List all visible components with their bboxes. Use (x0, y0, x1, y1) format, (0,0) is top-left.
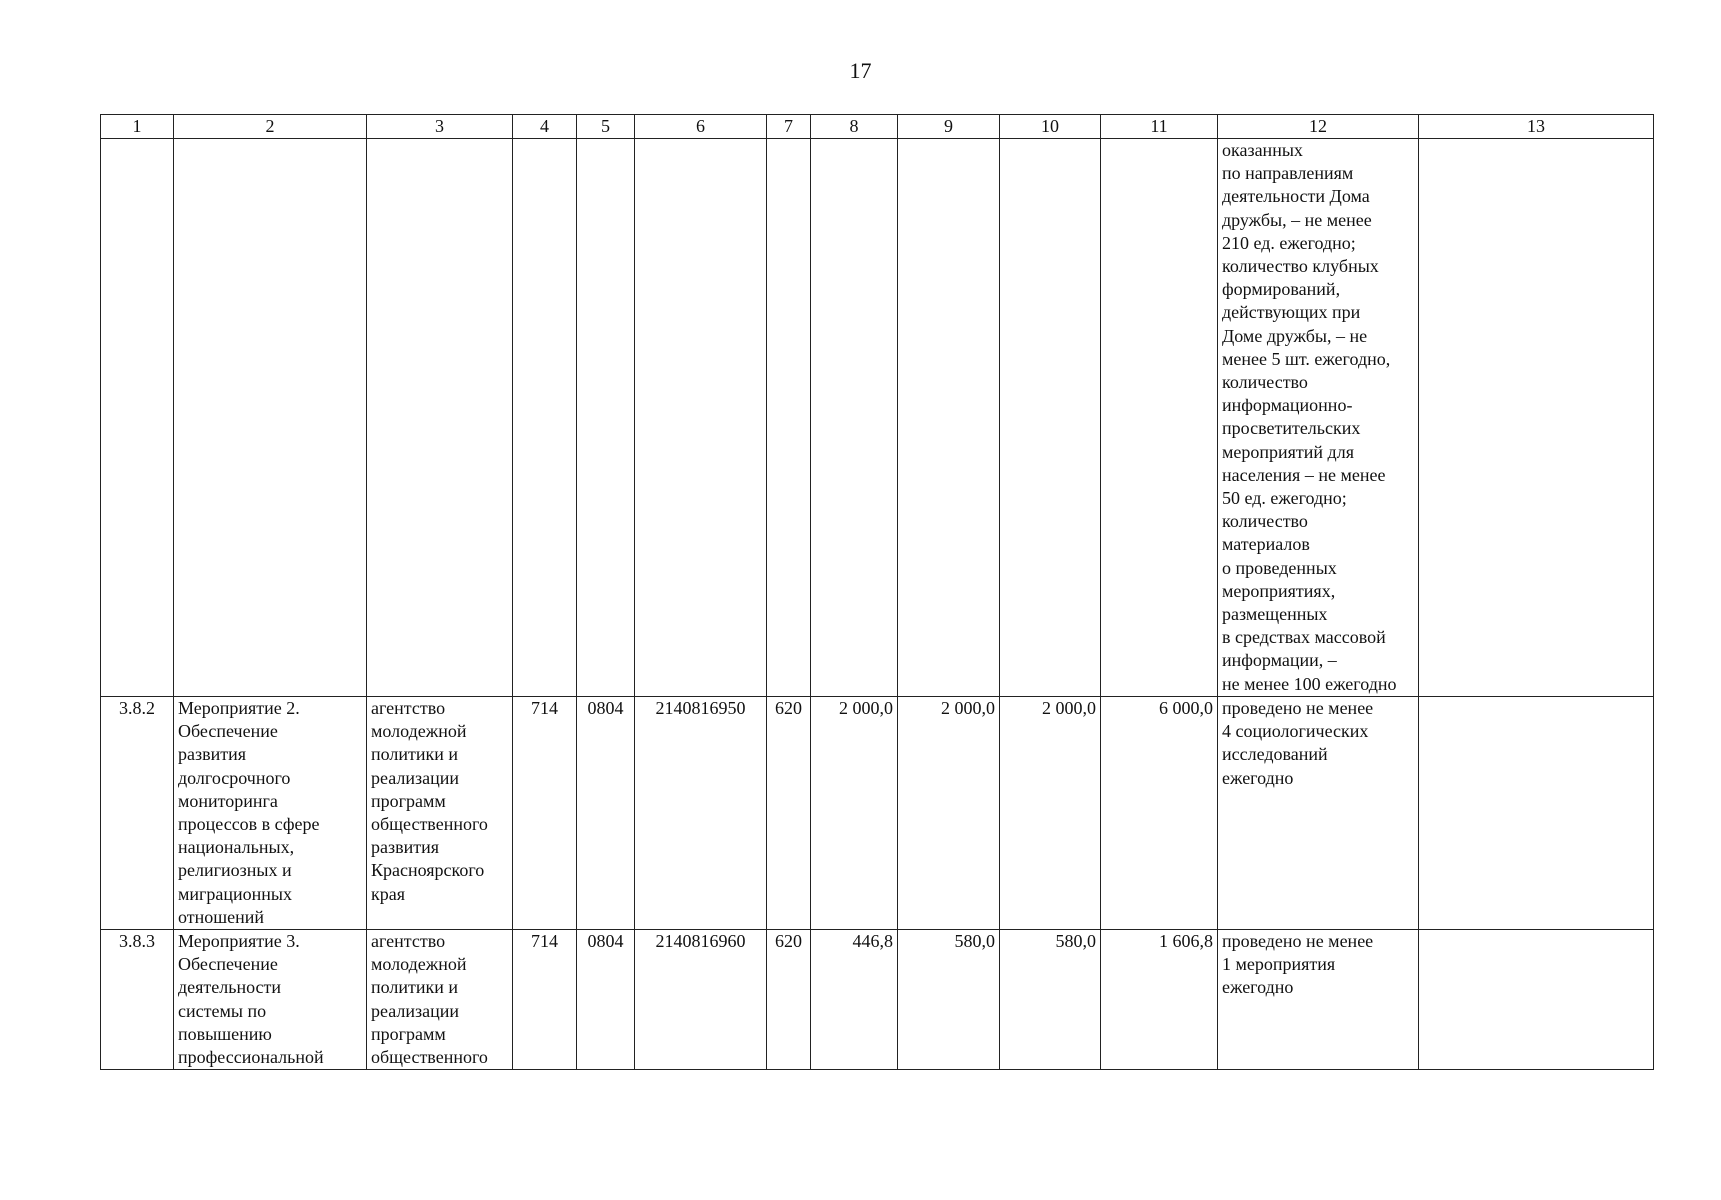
gr-code-cell (513, 139, 577, 697)
gr-code-cell: 714 (513, 930, 577, 1070)
amount-cell: 2 000,0 (898, 697, 1000, 930)
total-cell (1101, 139, 1218, 697)
program-table (100, 114, 1654, 1070)
column-number: 2 (174, 115, 367, 139)
target-code-cell: 2140816960 (635, 930, 767, 1070)
amount-cell: 2 000,0 (1000, 697, 1101, 930)
section-code-cell: 0804 (577, 697, 635, 930)
column-number: 6 (635, 115, 767, 139)
event-name-cell: Мероприятие 3. Обеспечение деятельности системы по повышению профессиональной (174, 930, 367, 1070)
event-name-cell: Мероприятие 2. Обеспечение развития долгосрочного мониторинга процессов в сфере национальных, религиозных и миграционных отношений (174, 697, 367, 930)
executor-cell: агентство молодежной политики и реализации программ общественного (367, 930, 513, 1070)
executor-cell (367, 139, 513, 697)
expense-type-cell: 620 (767, 930, 811, 1070)
amount-cell: 446,8 (811, 930, 898, 1070)
row-code-cell: 3.8.3 (101, 930, 174, 1070)
event-name-cell (174, 139, 367, 697)
page-number: 17 (849, 58, 872, 83)
total-cell: 1 606,8 (1101, 930, 1218, 1070)
column-number: 3 (367, 115, 513, 139)
target-code-cell (635, 139, 767, 697)
amount-cell (1000, 139, 1101, 697)
column-number: 8 (811, 115, 898, 139)
amount-cell: 580,0 (898, 930, 1000, 1070)
expense-type-cell: 620 (767, 697, 811, 930)
note-cell (1419, 139, 1654, 697)
result-cell: оказанных по направлениям деятельности Дома дружбы, – не менее 210 ед. ежегодно; количество клубных формирований, действующих при Доме дружбы, – не менее 5 шт. ежегодно, количество информационно- просветительских мероприятий для населения – не менее 50 ед. ежегодно; количество материалов о проведенных мероприятиях, размещенных в средствах массовой информации, – не менее 100 ежегодно (1218, 139, 1419, 697)
column-number: 7 (767, 115, 811, 139)
result-cell: проведено не менее 4 социологических исследований ежегодно (1218, 697, 1419, 930)
section-code-cell (577, 139, 635, 697)
column-number-row (101, 115, 1654, 139)
amount-cell: 580,0 (1000, 930, 1101, 1070)
note-cell (1419, 697, 1654, 930)
table-row (101, 139, 1654, 697)
column-number: 12 (1218, 115, 1419, 139)
column-number: 11 (1101, 115, 1218, 139)
result-cell: проведено не менее 1 мероприятия ежегодно (1218, 930, 1419, 1070)
column-number: 13 (1419, 115, 1654, 139)
note-cell (1419, 930, 1654, 1070)
column-number: 10 (1000, 115, 1101, 139)
column-number: 4 (513, 115, 577, 139)
row-code-cell: 3.8.2 (101, 697, 174, 930)
row-code-cell (101, 139, 174, 697)
section-code-cell: 0804 (577, 930, 635, 1070)
column-number: 5 (577, 115, 635, 139)
executor-cell: агентство молодежной политики и реализации программ общественного развития Красноярского края (367, 697, 513, 930)
target-code-cell: 2140816950 (635, 697, 767, 930)
column-number: 1 (101, 115, 174, 139)
expense-type-cell (767, 139, 811, 697)
column-number: 9 (898, 115, 1000, 139)
total-cell: 6 000,0 (1101, 697, 1218, 930)
gr-code-cell: 714 (513, 697, 577, 930)
table-row (101, 697, 1654, 930)
amount-cell (898, 139, 1000, 697)
amount-cell: 2 000,0 (811, 697, 898, 930)
amount-cell (811, 139, 898, 697)
table-row (101, 930, 1654, 1070)
